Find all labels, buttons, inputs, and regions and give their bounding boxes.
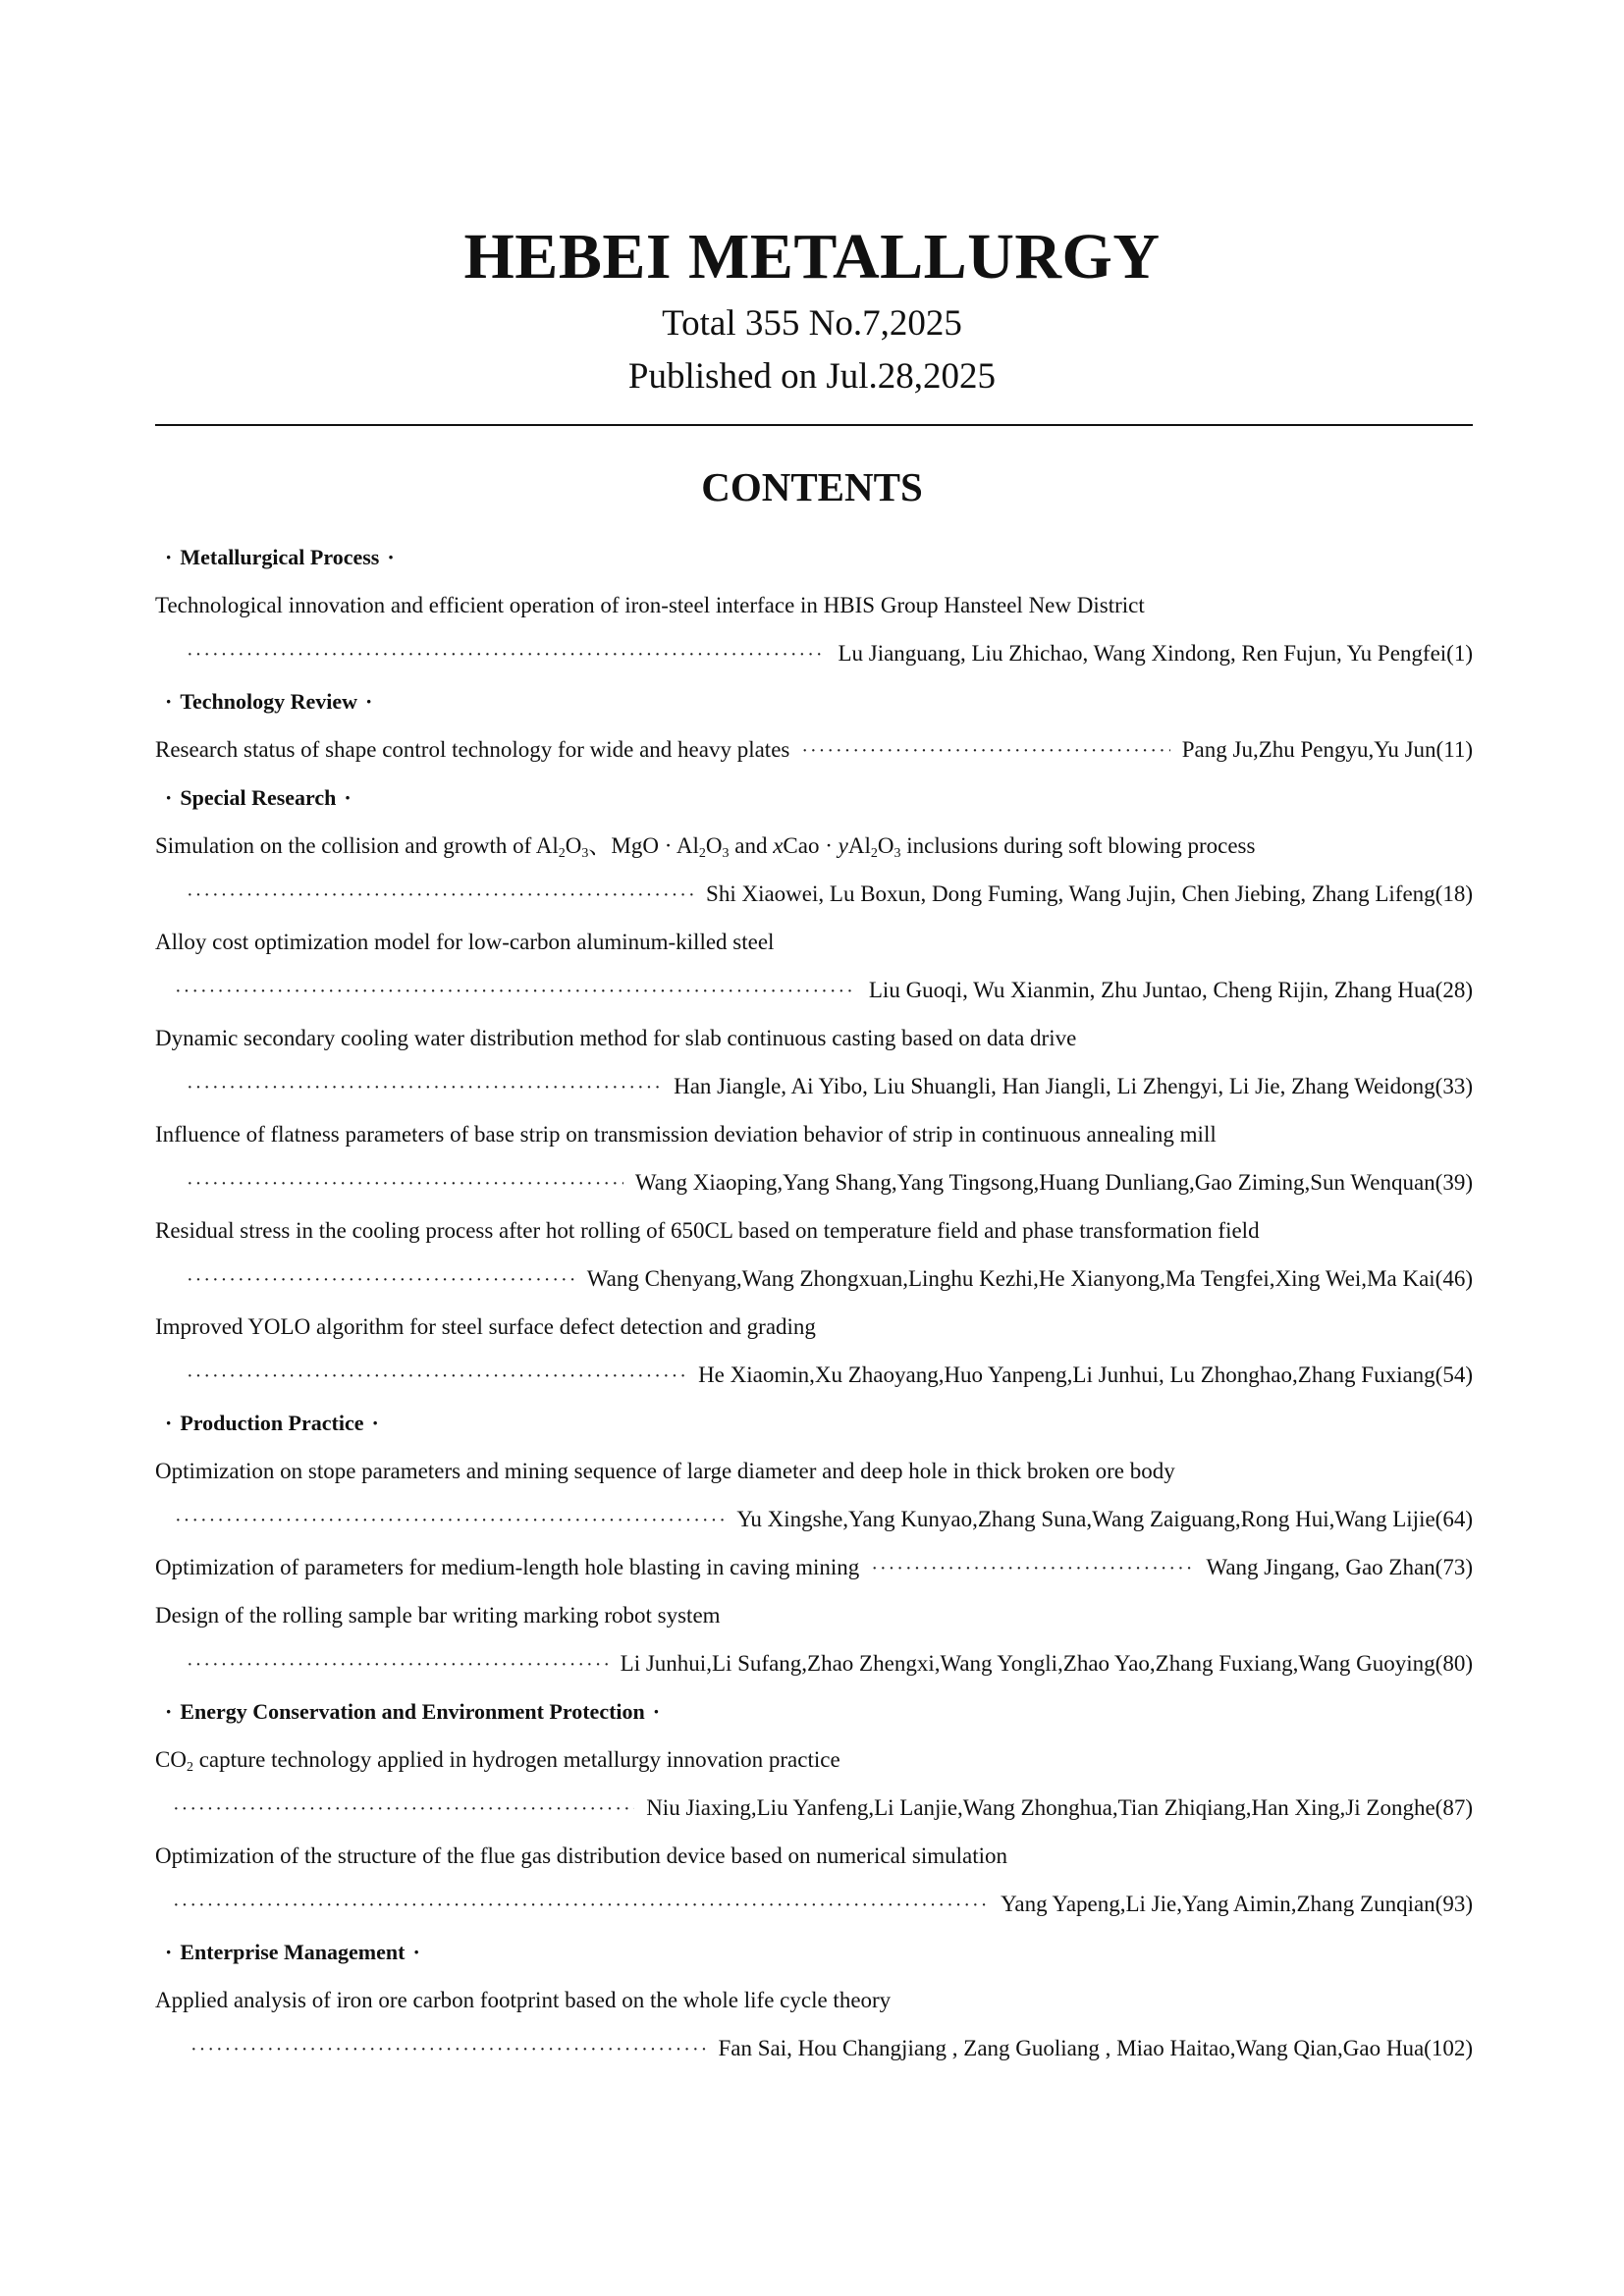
header-divider	[155, 424, 1473, 426]
article-title: Improved YOLO algorithm for steel surface defect detection and grading	[155, 1314, 816, 1339]
article-authors: Yu Xingshe,Yang Kunyao,Zhang Suna,Wang Zaiguang,Rong Hui,Wang Lijie	[736, 1507, 1435, 1531]
section-heading: · Special Research ·	[165, 785, 352, 810]
journal-title: HEBEI METALLURGY	[463, 221, 1161, 293]
article-byline	[155, 966, 1473, 1014]
dot-leader	[187, 1160, 623, 1208]
dot-leader	[187, 1256, 575, 1305]
article-page: (87)	[1435, 1795, 1473, 1820]
dot-leader	[175, 968, 857, 1016]
section-heading: · Enterprise Management ·	[165, 1940, 420, 1964]
article-byline	[155, 1158, 1473, 1206]
section-name: Energy Conservation and Environment Protection	[180, 1699, 645, 1724]
article-title: Optimization of parameters for medium-length hole blasting in caving mining	[155, 1555, 860, 1579]
article-title: Optimization on stope parameters and mining sequence of large diameter and deep hole in thick broken ore body	[155, 1459, 1175, 1483]
article-page: (28)	[1435, 978, 1473, 1002]
section-name: Special Research	[180, 785, 337, 810]
section-heading: · Energy Conservation and Environment Protection ·	[165, 1699, 661, 1724]
article-page: (54)	[1435, 1362, 1473, 1387]
article-page: (18)	[1435, 881, 1473, 906]
article-authors: Wang Jingang, Gao Zhan	[1206, 1555, 1435, 1579]
article-byline	[155, 629, 1473, 677]
article-authors: Fan Sai, Hou Changjiang , Zang Guoliang , Miao Haitao,Wang Qian,Gao Hua	[718, 2036, 1425, 2060]
article-authors: Wang Chenyang,Wang Zhongxuan,Linghu Kezhi,He Xianyong,Ma Tengfei,Xing Wei,Ma Kai	[586, 1266, 1435, 1291]
article-page: (11)	[1435, 737, 1473, 762]
table-of-contents	[155, 533, 1473, 2072]
article-title: Technological innovation and efficient operation of iron-steel interface in HBIS Group Hansteel New District	[155, 593, 1145, 617]
article-authors: Lu Jianguang, Liu Zhichao, Wang Xindong, Ren Fujun, Yu Pengfei	[838, 641, 1447, 666]
article-authors: He Xiaomin,Xu Zhaoyang,Huo Yanpeng,Li Junhui, Lu Zhonghao,Zhang Fuxiang	[698, 1362, 1435, 1387]
dot-leader	[187, 872, 694, 920]
dot-leader	[187, 631, 826, 679]
dot-leader	[187, 1064, 662, 1112]
article-title: Simulation on the collision and growth of $Al_2O_3$、MgO · $Al_2O_3$ and xCao · $yAl_2O_3$ inclusions during soft blowing process	[155, 833, 1256, 861]
article-byline	[155, 1255, 1473, 1303]
contents-heading: CONTENTS	[701, 464, 923, 509]
article-authors: Yang Yapeng,Li Jie,Yang Aimin,Zhang Zunqian	[1001, 1892, 1435, 1916]
dot-leader	[175, 1497, 725, 1545]
published-line: Published on Jul.28,2025	[627, 356, 997, 397]
section-name: Technology Review	[180, 689, 358, 714]
article-page: (33)	[1435, 1074, 1473, 1098]
dot-leader	[190, 2026, 707, 2074]
article-byline	[155, 1351, 1473, 1399]
article-page: (46)	[1435, 1266, 1473, 1291]
section-heading: · Production Practice ·	[165, 1411, 379, 1435]
dot-leader	[187, 1641, 609, 1689]
article-entry	[155, 725, 1473, 774]
article-page: (73)	[1435, 1555, 1473, 1579]
dot-leader	[173, 1786, 634, 1834]
article-title: Residual stress in the cooling process after hot rolling of 650CL based on temperature field and phase transformation field	[155, 1218, 1260, 1243]
article-page: (39)	[1435, 1170, 1473, 1195]
section-name: Production Practice	[180, 1411, 364, 1435]
article-byline	[155, 1880, 1473, 1928]
article-authors: Li Junhui,Li Sufang,Zhao Zhengxi,Wang Yongli,Zhao Yao,Zhang Fuxiang,Wang Guoying	[620, 1651, 1435, 1676]
article-authors: Han Jiangle, Ai Yibo, Liu Shuangli, Han Jiangli, Li Zhengyi, Li Jie, Zhang Weidong	[674, 1074, 1435, 1098]
article-entry	[155, 1543, 1473, 1591]
article-authors: Liu Guoqi, Wu Xianmin, Zhu Juntao, Cheng Rijin, Zhang Hua	[868, 978, 1435, 1002]
article-title: Dynamic secondary cooling water distribution method for slab continuous casting based on data drive	[155, 1026, 1077, 1050]
section-heading: · Technology Review ·	[165, 689, 373, 714]
article-title: Influence of flatness parameters of base strip on transmission deviation behavior of strip in continuous annealing mill	[155, 1122, 1217, 1147]
article-page: (80)	[1435, 1651, 1473, 1676]
article-byline	[155, 1639, 1473, 1687]
dot-leader	[801, 727, 1169, 775]
article-byline	[155, 1495, 1473, 1543]
article-authors: Wang Xiaoping,Yang Shang,Yang Tingsong,Huang Dunliang,Gao Ziming,Sun Wenquan	[634, 1170, 1435, 1195]
article-title: Research status of shape control technology for wide and heavy plates	[155, 737, 790, 762]
article-byline	[155, 2024, 1473, 2072]
article-title: Design of the rolling sample bar writing marking robot system	[155, 1603, 721, 1628]
article-byline	[155, 1784, 1473, 1832]
article-title: $CO_2$ capture technology applied in hydrogen metallurgy innovation practice	[155, 1747, 840, 1775]
article-authors: Shi Xiaowei, Lu Boxun, Dong Fuming, Wang Jujin, Chen Jiebing, Zhang Lifeng	[706, 881, 1435, 906]
article-authors: Niu Jiaxing,Liu Yanfeng,Li Lanjie,Wang Zhonghua,Tian Zhiqiang,Han Xing,Ji Zonghe	[646, 1795, 1435, 1820]
article-byline	[155, 1062, 1473, 1110]
article-page: (102)	[1424, 2036, 1473, 2060]
dot-leader	[871, 1545, 1194, 1593]
section-name: Enterprise Management	[180, 1940, 406, 1964]
article-title: Optimization of the structure of the flue gas distribution device based on numerical simulation	[155, 1843, 1008, 1868]
article-title: Alloy cost optimization model for low-carbon aluminum-killed steel	[155, 930, 775, 954]
section-heading: · Metallurgical Process ·	[165, 545, 395, 569]
article-byline	[155, 870, 1473, 918]
article-title: Applied analysis of iron ore carbon footprint based on the whole life cycle theory	[155, 1988, 892, 2012]
article-authors: Pang Ju,Zhu Pengyu,Yu Jun	[1181, 737, 1436, 762]
dot-leader	[173, 1882, 989, 1930]
section-name: Metallurgical Process	[180, 545, 380, 569]
dot-leader	[187, 1353, 686, 1401]
article-page: (1)	[1446, 641, 1473, 666]
article-page: (64)	[1435, 1507, 1473, 1531]
issue-line: Total 355 No.7,2025	[662, 303, 962, 344]
article-page: (93)	[1435, 1892, 1473, 1916]
